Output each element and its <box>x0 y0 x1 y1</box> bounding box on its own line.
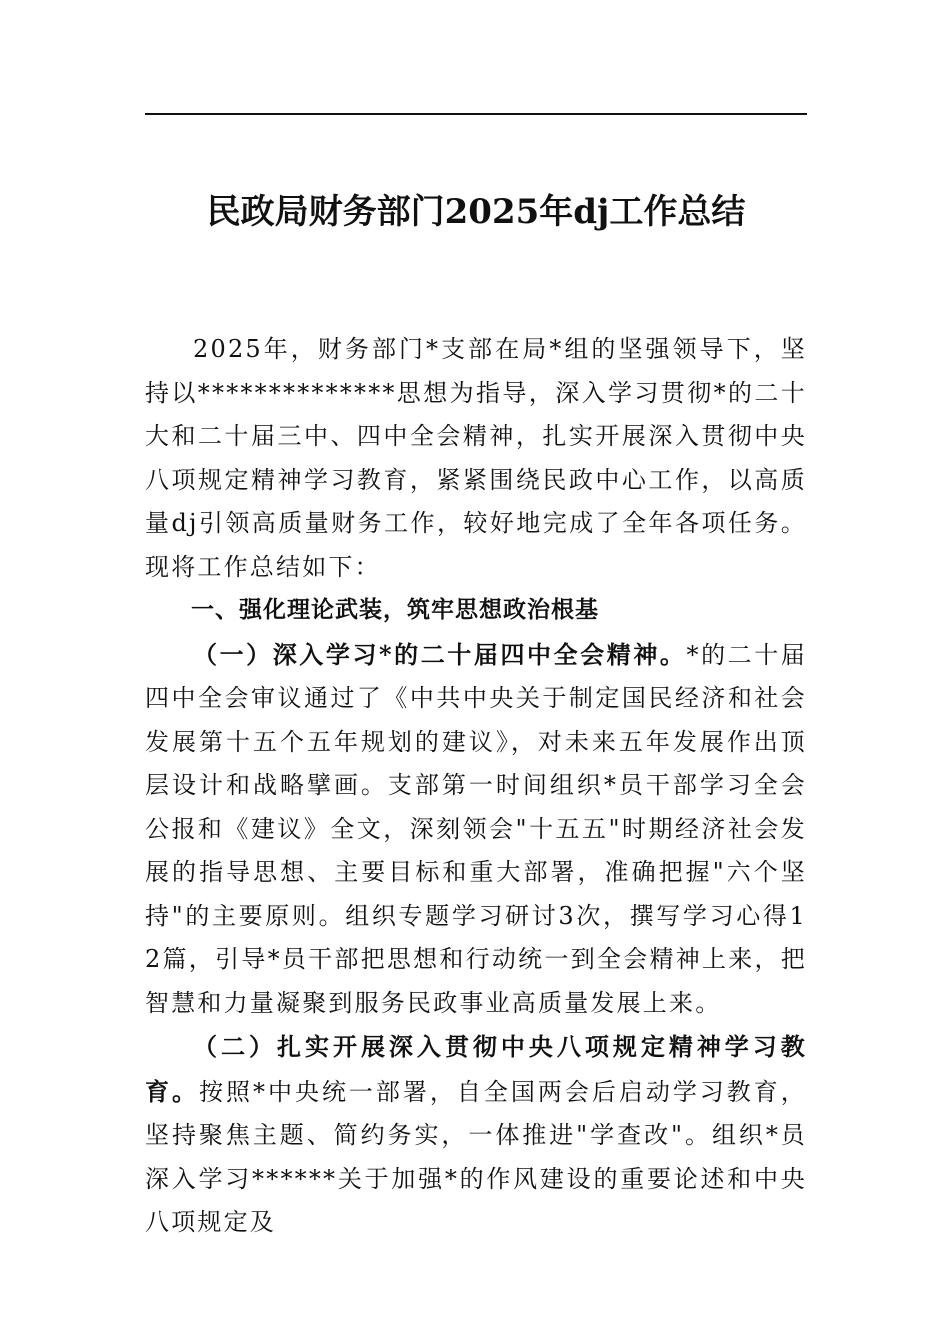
section1-item1-text: *的二十届四中全会审议通过了《中共中央关于制定国民经济和社会发展第十五个五年规划的建议》，对未来五年发展作出顶层设计和战略擘画。支部第一时间组织*员干部学习全会公报和《建议》全文，深刻领会"十五五"时期经济社会发展的指导思想、主要目标和重大部署，准确把握"六个坚持"的主要原则。组织专题学习研讨3次，撰写学习心得12篇，引导*员干部把思想和行动统一到全会精神上来，把智慧和力量凝聚到服务民政事业高质量发展上来。 <box>145 640 808 1017</box>
section1-item1-paragraph <box>145 633 807 1026</box>
section1-item1-heading: （一）深入学习*的二十届四中全会精神。 <box>193 639 687 669</box>
section1-item2-text: 按照*中央统一部署，自全国两会后启动学习教育，坚持聚焦主题、简约务实，一体推进"学查改"。组织*员深入学习******关于加强*的作风建设的重要论述和中央八项规定及 <box>145 1077 807 1236</box>
document-body <box>145 328 807 1245</box>
intro-paragraph: 2025年，财务部门*支部在局*组的坚强领导下，坚持以**************思想为指导，深入学习贯彻*的二十大和二十届三中、四中全会精神，扎实开展深入贯彻中央八项规定精神学习教育，紧紧围绕民政中心工作，以高质量dj引领高质量财务工作，较好地完成了全年各项任务。现将工作总结如下： <box>145 335 807 581</box>
header-rule <box>145 113 807 115</box>
section1-item2-heading: （二）扎实开展深入贯彻中央八项规定精神学习教育。 <box>145 1032 807 1106</box>
document-title: 民政局财务部门2025年dj工作总结 <box>206 192 746 232</box>
section1-item2-paragraph <box>145 1025 807 1245</box>
section-heading-1: 一、强化理论武装，筑牢思想政治根基 <box>191 597 599 623</box>
